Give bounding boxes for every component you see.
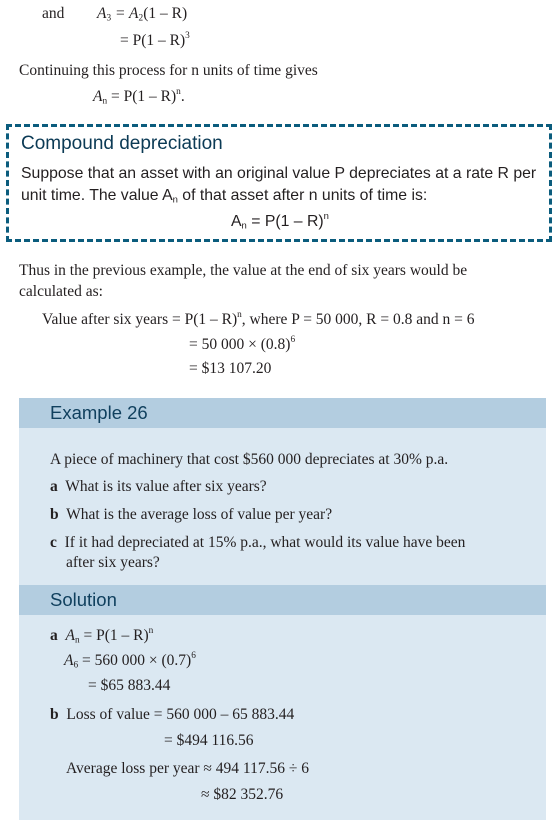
example-intro: A piece of machinery that cost $560 000 depreciates at 30% p.a. <box>50 451 449 468</box>
question-c: c If it had depreciated at 15% p.a., what would its value have been <box>50 534 466 551</box>
average-loss-result: ≈ $82 352.76 <box>201 786 284 803</box>
solution-b-result: = $494 116.56 <box>164 732 254 749</box>
definition-line-2: unit time. The value $A_n$ of that asset after n units of time is: <box>21 187 428 206</box>
general-formula: $A_n = P(1 - R)^n$. <box>93 87 185 107</box>
solution-b-line-1: b Loss of value = 560 000 – 65 883.44 <box>50 706 295 723</box>
equation-a3: $A_3 = A_2(1 - R)$ <box>97 5 188 24</box>
previous-example-line-2: calculated as: <box>19 283 103 300</box>
average-loss-line: Average loss per year ≈ 494 117.56 ÷ 6 <box>66 760 309 777</box>
solution-heading: Solution <box>50 589 117 610</box>
equation-a3-simplified: = P(1 – R)$^3$ <box>120 31 190 49</box>
and-word: and <box>42 5 65 22</box>
continuing-text: Continuing this process for n units of time gives <box>19 62 318 79</box>
question-b: b What is the average loss of value per year? <box>50 506 333 523</box>
definition-formula: $A_n = P(1 - R)^n$ <box>231 210 329 232</box>
solution-a-result: = $65 883.44 <box>88 677 171 694</box>
solution-a-line-2: $A_6 = 560$ $000 \times (0.7)^6$ <box>64 651 196 671</box>
definition-line-1: Suppose that an asset with an original value P depreciates at a rate R per <box>21 165 537 182</box>
solution-a-line-1: a $A_n = P(1 - R)^n$ <box>50 626 154 646</box>
solution-header <box>19 585 546 615</box>
calc-step-2: = 50 $000 \times (0.8)^6$ <box>189 335 296 353</box>
calc-result: = $13 107.20 <box>189 360 272 377</box>
previous-example-line-1: Thus in the previous example, the value at the end of six years would be <box>19 262 468 279</box>
definition-box <box>6 124 552 242</box>
example-panel <box>19 398 546 820</box>
definition-title: Compound depreciation <box>21 133 223 154</box>
example-heading: Example 26 <box>50 402 148 423</box>
question-c-continued: after six years? <box>66 554 160 571</box>
example-header <box>19 398 546 428</box>
value-after-six-years: Value after six years = P(1 – R)$^n$, where P = 50 000, R = 0.8 and n = 6 <box>42 310 475 328</box>
question-a: a What is its value after six years? <box>50 478 267 495</box>
